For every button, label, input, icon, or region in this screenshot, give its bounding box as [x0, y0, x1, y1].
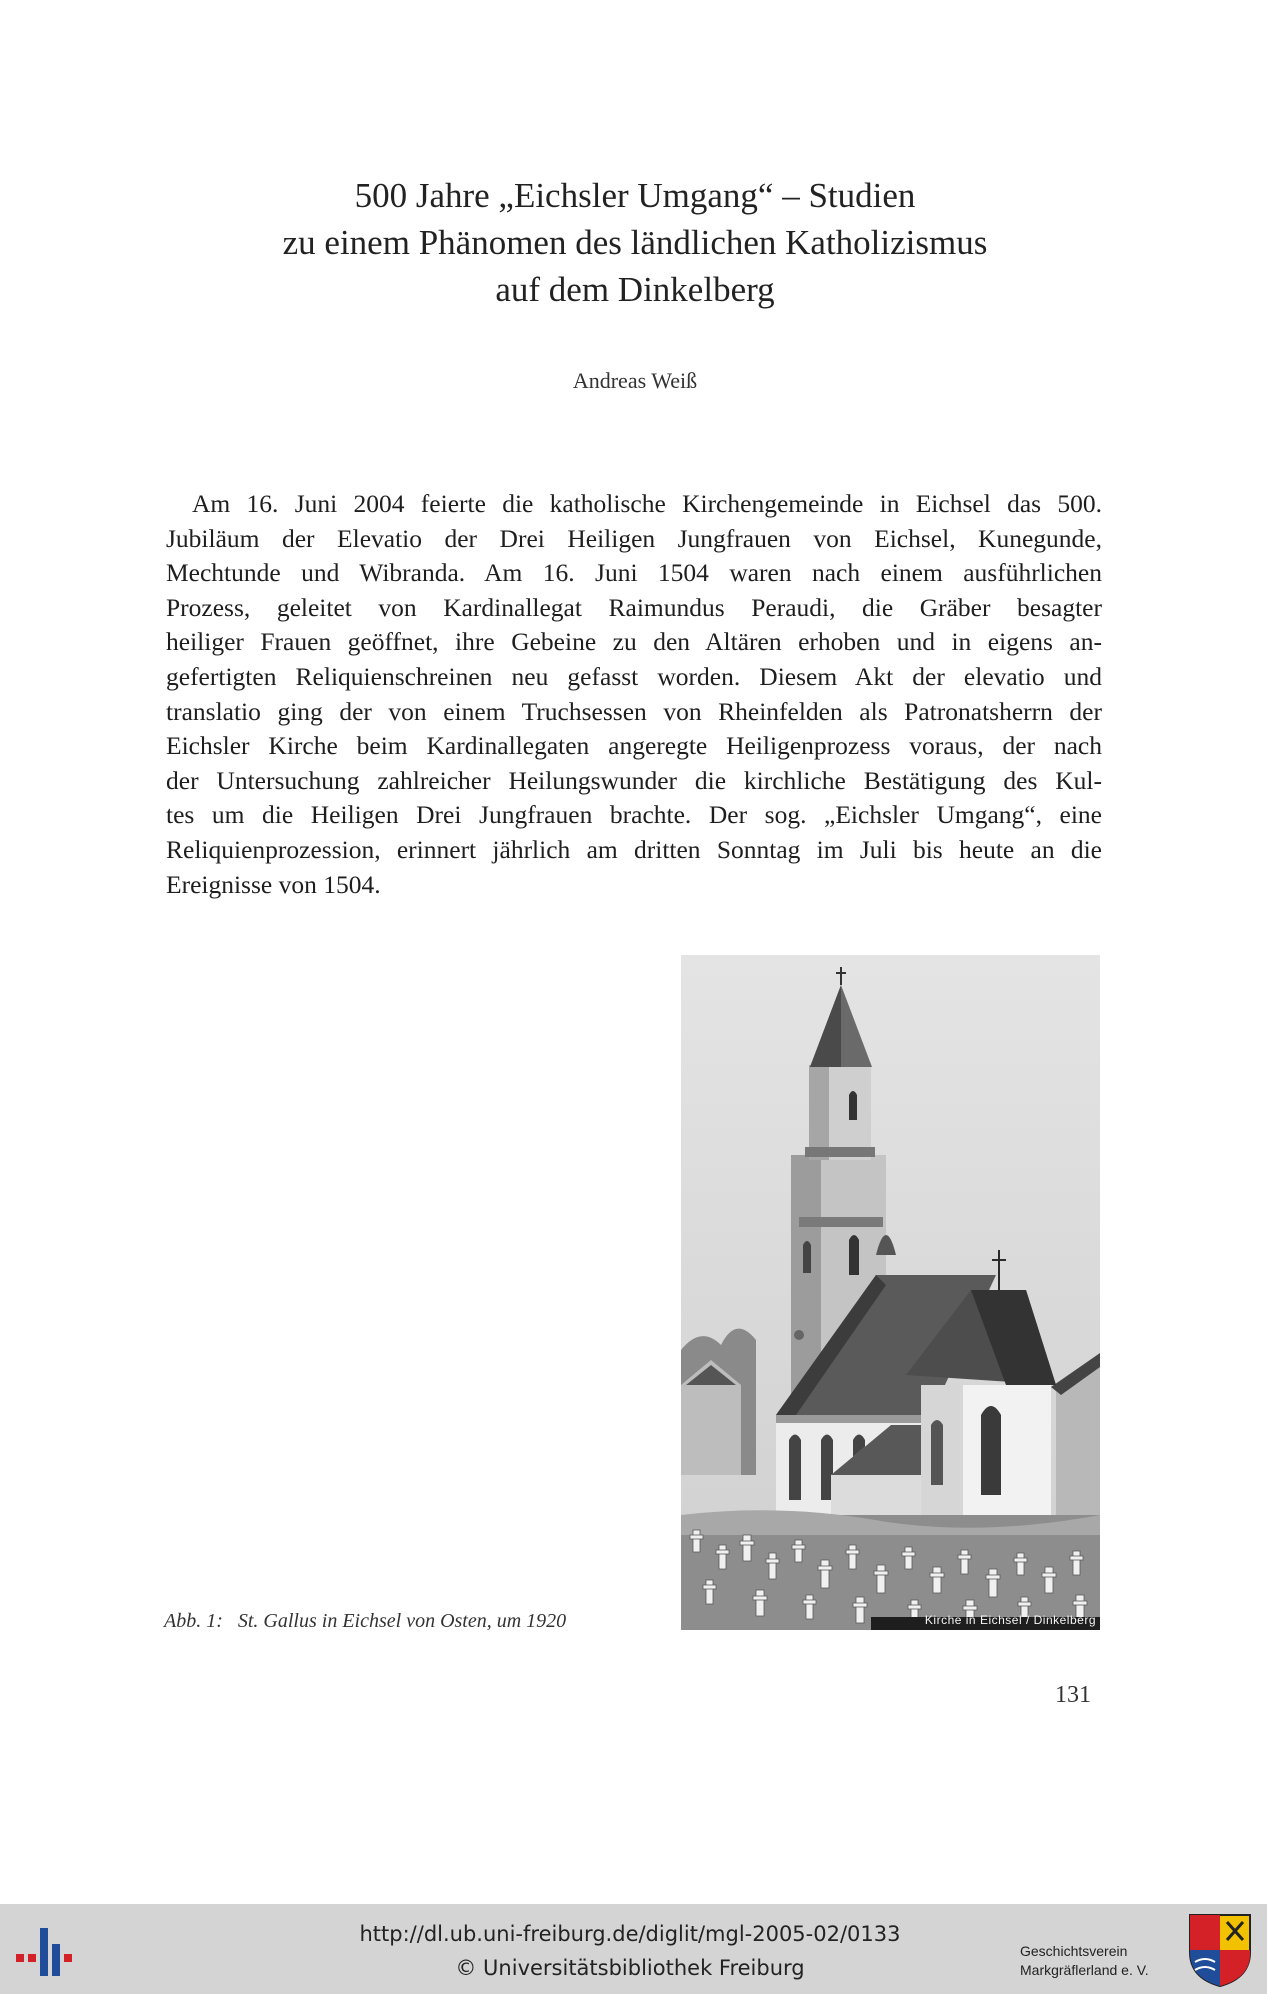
church-illustration [681, 955, 1100, 1630]
photo-inset-label: Kirche in Eichsel / Dinkelberg [924, 1613, 1096, 1627]
body-line: Reliquienprozession, erinnert jährlich am dritten Sonntag im Juli bis heute an die [166, 834, 1102, 864]
body-line: Prozess, geleitet von Kardinallegat Raimundus Peraudi, die Gräber besagter [166, 592, 1102, 622]
body-line: gefertigten Reliquienschreinen neu gefasst worden. Diesem Akt der elevatio und [166, 661, 1102, 691]
church-photo [681, 955, 1100, 1630]
body-line: Ereignisse von 1504. [166, 869, 381, 899]
body-line: Mechtunde und Wibranda. Am 16. Juni 1504 waren nach einem ausführlichen [166, 558, 1102, 588]
society-line: Markgräflerland e. V. [1020, 1962, 1149, 1978]
figure-caption: Abb. 1: St. Gallus in Eichsel von Osten, um 1920 [164, 1610, 567, 1632]
society-line: Geschichtsverein [1020, 1943, 1128, 1959]
body-line: der Untersuchung zahlreicher Heilungswunder die kirchliche Bestätigung des Kul- [166, 765, 1102, 795]
title-line: 500 Jahre „Eichsler Umgang“ – Studien [354, 176, 916, 215]
body-line: Eichsler Kirche beim Kardinallegaten angeregte Heiligenprozess voraus, der nach [166, 731, 1102, 761]
body-paragraph [166, 487, 1102, 902]
body-line: tes um die Heiligen Drei Jungfrauen brachte. Der sog. „Eichsler Umgang“, eine [166, 800, 1102, 830]
footer-url-link[interactable]: http://dl.ub.uni-freiburg.de/diglit/mgl-2005-02/0133 [359, 1922, 901, 1946]
page-number: 131 [1055, 1682, 1091, 1708]
article-title [200, 172, 1070, 313]
body-line: translatio ging der von einem Truchsessen von Rheinfelden als Patronatsherrn der [166, 696, 1102, 726]
title-line: auf dem Dinkelberg [495, 270, 775, 309]
body-line: Jubiläum der Elevatio der Drei Heiligen Jungfrauen von Eichsel, Kunegunde, [166, 523, 1102, 553]
author-name: Andreas Weiß [572, 368, 698, 393]
body-line: heiliger Frauen geöffnet, ihre Gebeine zu den Altären erhoben und in eigens an- [166, 627, 1102, 657]
ub-freiburg-logo-icon [12, 1916, 82, 1986]
body-line: Am 16. Juni 2004 feierte die katholische Kirchengemeinde in Eichsel das 500. [192, 489, 1102, 518]
title-line: zu einem Phänomen des ländlichen Katholizismus [282, 223, 988, 262]
footer-copyright: © Universitätsbibliothek Freiburg [455, 1956, 805, 1980]
coat-of-arms-icon [1187, 1912, 1253, 1988]
footer-bar [0, 1904, 1267, 1994]
footer-society-name [1020, 1942, 1180, 1980]
